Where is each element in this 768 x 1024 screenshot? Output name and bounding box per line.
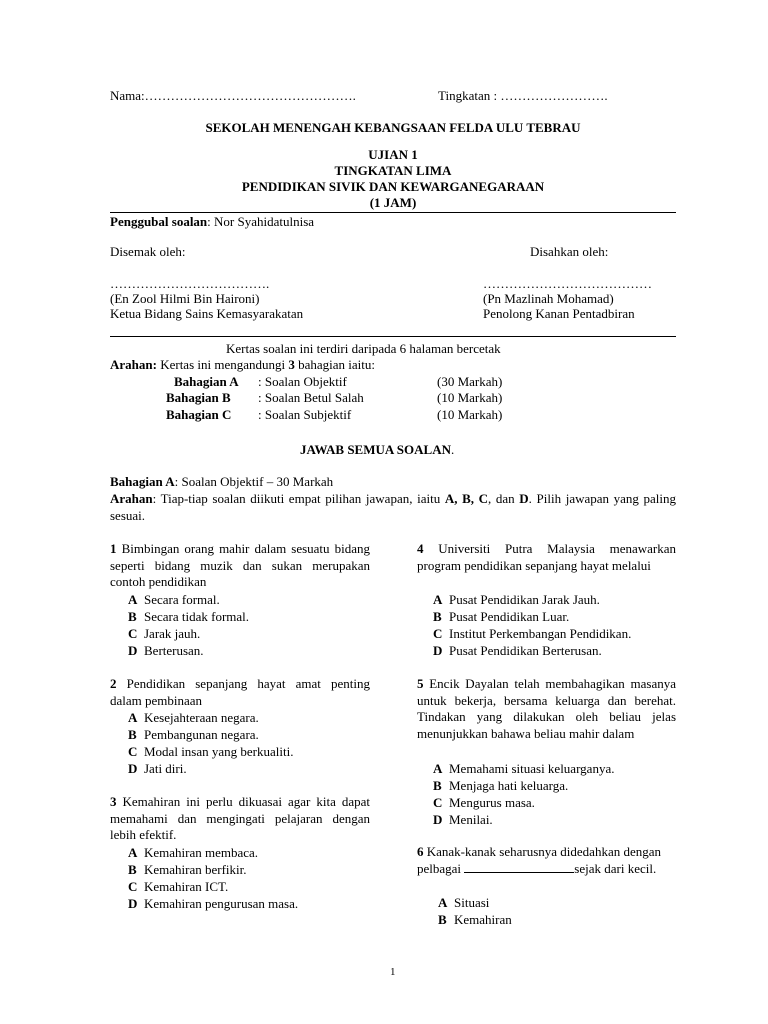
option-letter: D [433, 812, 443, 827]
question-text-end: sejak dari kecil. [574, 860, 657, 876]
checked-by-role: Ketua Bidang Sains Kemasyarakatan [110, 306, 304, 321]
question-3-option-a[interactable] [128, 845, 258, 861]
conjunction: , dan [488, 491, 520, 506]
option-letter: A [128, 710, 138, 725]
option-text: Secara tidak formal. [144, 609, 250, 624]
checked-by-signature-line: ………………………………. [110, 276, 270, 291]
question-1-option-b[interactable] [128, 609, 249, 625]
section-marks: (10 Markah) [437, 390, 503, 405]
option-letters: A, B, C [444, 491, 488, 506]
answer-all-heading [300, 442, 454, 458]
question-1-option-c[interactable] [128, 626, 200, 642]
section-count: 3 [288, 357, 295, 372]
subject-title: PENDIDIKAN SIVIK DAN KEWARGANEGARAAN [241, 179, 545, 194]
question-4 [417, 541, 676, 574]
signatory-divider [110, 336, 676, 337]
question-2-option-b[interactable] [128, 727, 259, 743]
option-letter: B [128, 862, 137, 877]
option-letter: A [433, 761, 443, 776]
page-number: 1 [390, 966, 396, 978]
question-4-option-c[interactable] [433, 626, 631, 642]
answer-all-dot: . [450, 442, 455, 457]
option-text: Kesejahteraan negara. [144, 710, 259, 725]
option-letter: D [128, 896, 138, 911]
option-text: Kemahiran ICT. [144, 879, 229, 894]
option-letter: C [433, 795, 443, 810]
option-text: Kemahiran pengurusan masa. [144, 896, 299, 911]
option-letter-d: D [519, 491, 529, 506]
option-text: Institut Perkembangan Pendidikan. [449, 626, 632, 641]
section-name: Bahagian B [166, 390, 231, 405]
option-letter: C [128, 879, 138, 894]
option-text: Modal insan yang berkualiti. [144, 744, 294, 759]
instruction-text-end: bahagian iaitu: [294, 357, 376, 372]
question-number: 1 [110, 541, 117, 556]
option-letter: C [128, 744, 138, 759]
option-letter: A [438, 895, 448, 910]
question-number: 6 [417, 844, 424, 859]
question-5 [417, 676, 676, 742]
option-text: Kemahiran [454, 912, 512, 927]
option-letter: A [128, 592, 138, 607]
question-2-option-a[interactable] [128, 710, 259, 726]
option-letter: B [433, 778, 442, 793]
approved-by-signature-line: ………………………………… [483, 276, 652, 291]
option-text: Pembangunan negara. [144, 727, 259, 742]
question-4-option-a[interactable] [433, 592, 600, 608]
option-text: Pusat Pendidikan Jarak Jauh. [449, 592, 600, 607]
question-4-option-d[interactable] [433, 643, 602, 659]
option-letter: A [128, 845, 138, 860]
answer-blank[interactable] [464, 861, 574, 873]
question-6-option-b[interactable] [438, 912, 512, 928]
option-letter: C [128, 626, 138, 641]
question-1-option-a[interactable] [128, 592, 220, 608]
name-field-label: Nama:…………………………………………. [110, 88, 356, 103]
option-text: Menilai. [449, 812, 493, 827]
question-4-option-b[interactable] [433, 609, 569, 625]
section-row-c [0, 407, 768, 423]
form-field-label: Tingkatan : ……………………. [438, 88, 608, 103]
page-count-note: Kertas soalan ini terdiri daripada 6 halaman bercetak [226, 341, 501, 356]
option-letter: D [128, 643, 138, 658]
instruction-label: Arahan: [110, 357, 157, 372]
part-a-label: Bahagian A [110, 474, 175, 489]
option-letter: A [433, 592, 443, 607]
checked-by-label: Disemak oleh: [110, 244, 186, 259]
question-3-option-c[interactable] [128, 879, 228, 895]
section-name: Bahagian A [174, 374, 239, 389]
section-row-a [0, 374, 768, 390]
option-letter: B [128, 609, 137, 624]
question-number: 3 [110, 794, 117, 809]
option-letter: B [438, 912, 447, 927]
school-name: SEKOLAH MENENGAH KEBANGSAAN FELDA ULU TEBRAU [205, 120, 581, 135]
part-a-subtitle: : Soalan Objektif – 30 Markah [174, 474, 334, 489]
question-2-option-c[interactable] [128, 744, 293, 760]
option-letter: D [433, 643, 443, 658]
question-number: 4 [417, 541, 424, 556]
question-3-option-b[interactable] [128, 862, 247, 878]
option-letter: C [433, 626, 443, 641]
option-text: Pusat Pendidikan Berterusan. [449, 643, 602, 658]
question-text: Encik Dayalan telah membahagikan masanya untuk bekerja, bersama keluarga dan berehat. Tindakan yang dilakukan oleh beliau jelas menunjukkan bahawa beliau mahir dalam [417, 676, 676, 741]
answer-all-text: JAWAB SEMUA SOALAN [300, 442, 451, 457]
question-6 [417, 844, 667, 877]
section-desc: : Soalan Subjektif [258, 407, 352, 422]
approved-by-role: Penolong Kanan Pentadbiran [483, 306, 635, 321]
option-letter: B [128, 727, 137, 742]
section-row-b [0, 390, 768, 406]
question-text: Pendidikan sepanjang hayat amat penting dalam pembinaan [110, 676, 370, 708]
option-text: Mengurus masa. [449, 795, 535, 810]
option-text: Situasi [454, 895, 490, 910]
setter-label: Penggubal soalan [110, 214, 208, 229]
question-5-option-c[interactable] [433, 795, 535, 811]
part-a-title [110, 474, 333, 490]
part-a-instruction-end: . Pilih jawapan yang paling sesuai. [110, 491, 677, 523]
part-a-instruction-text: : Tiap-tiap soalan diikuti empat pilihan jawapan, iaitu [152, 491, 445, 506]
header-divider [110, 212, 676, 213]
option-text: Kemahiran berfikir. [144, 862, 247, 877]
question-number: 5 [417, 676, 424, 691]
option-text: Secara formal. [144, 592, 220, 607]
setter-line [110, 214, 314, 230]
option-text: Jati diri. [144, 761, 187, 776]
option-text: Pusat Pendidikan Luar. [449, 609, 570, 624]
exam-duration: (1 JAM) [369, 195, 417, 210]
question-6-option-a[interactable] [438, 895, 489, 911]
option-text: Jarak jauh. [144, 626, 201, 641]
option-letter: D [128, 761, 138, 776]
section-desc: : Soalan Objektif [258, 374, 347, 389]
approved-by-name: (Pn Mazlinah Mohamad) [483, 291, 614, 306]
question-1-option-d[interactable] [128, 643, 204, 659]
question-3-option-d[interactable] [128, 896, 298, 912]
question-1 [110, 541, 370, 591]
checked-by-name: (En Zool Hilmi Bin Haironi) [110, 291, 260, 306]
question-3 [110, 794, 370, 844]
option-text: Kemahiran membaca. [144, 845, 259, 860]
question-number: 2 [110, 676, 117, 691]
part-a-instruction [110, 491, 676, 524]
option-text: Berterusan. [144, 643, 204, 658]
section-name: Bahagian C [166, 407, 232, 422]
question-5-option-b[interactable] [433, 778, 568, 794]
section-desc: : Soalan Betul Salah [258, 390, 364, 405]
question-text: Kemahiran ini perlu dikuasai agar kita dapat memahami dan mengingati pelajaran dengan lebih efektif. [110, 794, 370, 842]
approved-by-label: Disahkan oleh: [530, 244, 609, 259]
option-text: Menjaga hati keluarga. [449, 778, 569, 793]
general-instruction [110, 357, 375, 373]
section-marks: (10 Markah) [437, 407, 503, 422]
question-text: Bimbingan orang mahir dalam sesuatu bidang seperti bidang muzik dan sukan merupakan contoh pendidikan [110, 541, 370, 589]
setter-name: : Nor Syahidatulnisa [207, 214, 315, 229]
option-letter: B [433, 609, 442, 624]
question-5-option-d[interactable] [433, 812, 493, 828]
exam-title: UJIAN 1 [368, 147, 418, 162]
question-2-option-d[interactable] [128, 761, 187, 777]
instruction-text: Kertas ini mengandungi [156, 357, 289, 372]
question-2 [110, 676, 370, 709]
section-marks: (30 Markah) [437, 374, 503, 389]
part-a-instruction-label: Arahan [110, 491, 153, 506]
question-text: Universiti Putra Malaysia menawarkan program pendidikan sepanjang hayat melalui [417, 541, 676, 573]
question-text: Kanak-kanak seharusnya didedahkan dengan pelbagai [417, 844, 662, 876]
form-level: TINGKATAN LIMA [334, 163, 452, 178]
question-5-option-a[interactable] [433, 761, 614, 777]
option-text: Memahami situasi keluarganya. [449, 761, 615, 776]
